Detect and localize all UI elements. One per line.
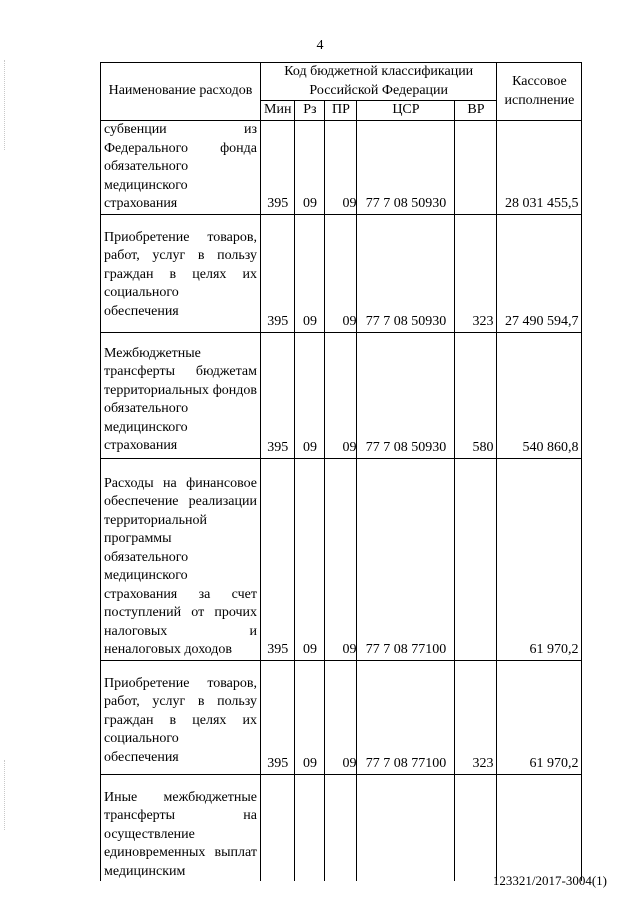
row-min: 395 xyxy=(261,214,295,332)
table-row xyxy=(101,332,582,458)
row-name: Иные межбюджетные трансферты на осуществление единовременных выплат медицинским xyxy=(101,774,261,881)
header-pr: ПР xyxy=(325,101,357,121)
row-pr: 09 xyxy=(325,660,357,774)
row-amount: 28 031 455,5 xyxy=(497,121,582,215)
row-rz: 09 xyxy=(295,660,325,774)
row-pr: 09 xyxy=(325,332,357,458)
table-row xyxy=(101,660,582,774)
header-code-group: Код бюджетной классификации Российской Федерации xyxy=(261,63,497,101)
row-pr: 09 xyxy=(325,458,357,660)
row-rz xyxy=(295,774,325,881)
table-row xyxy=(101,458,582,660)
row-vr xyxy=(455,458,497,660)
row-csr xyxy=(357,774,455,881)
row-csr: 77 7 08 77100 xyxy=(357,660,455,774)
row-rz: 09 xyxy=(295,214,325,332)
header-vr: ВР xyxy=(455,101,497,121)
header-rz: Рз xyxy=(295,101,325,121)
row-amount: 61 970,2 xyxy=(497,458,582,660)
row-min: 395 xyxy=(261,458,295,660)
row-rz: 09 xyxy=(295,458,325,660)
table-row xyxy=(101,774,582,881)
header-min: Мин xyxy=(261,101,295,121)
row-name: Расходы на финансовое обеспечение реализации территориальной программы обязательного медицинского страхования за счет поступлений от прочих налоговых и неналоговых доходов xyxy=(101,458,261,660)
row-csr: 77 7 08 77100 xyxy=(357,458,455,660)
row-pr xyxy=(325,774,357,881)
row-vr xyxy=(455,774,497,881)
document-id: 123321/2017-3004(1) xyxy=(492,873,607,888)
header-execution: Кассовое исполнение xyxy=(497,63,582,121)
row-name: Приобретение товаров, работ, услуг в пользу граждан в целях их социального обеспечения xyxy=(101,214,261,332)
row-pr: 09 xyxy=(325,121,357,215)
row-csr: 77 7 08 50930 xyxy=(357,332,455,458)
row-vr xyxy=(455,121,497,215)
row-amount: 61 970,2 xyxy=(497,660,582,774)
header-csr: ЦСР xyxy=(357,101,455,121)
row-min xyxy=(261,774,295,881)
row-csr: 77 7 08 50930 xyxy=(357,214,455,332)
row-min: 395 xyxy=(261,121,295,215)
row-amount xyxy=(497,774,582,881)
row-csr: 77 7 08 50930 xyxy=(357,121,455,215)
table-row xyxy=(101,214,582,332)
row-rz: 09 xyxy=(295,121,325,215)
row-pr: 09 xyxy=(325,214,357,332)
scan-margin-mark xyxy=(4,760,7,830)
scan-margin-mark xyxy=(4,60,7,150)
row-min: 395 xyxy=(261,332,295,458)
row-amount: 540 860,8 xyxy=(497,332,582,458)
row-rz: 09 xyxy=(295,332,325,458)
header-name: Наименование расходов xyxy=(101,63,261,121)
row-name: Межбюджетные трансферты бюджетам территориальных фондов обязательного медицинского страхования xyxy=(101,332,261,458)
budget-table xyxy=(100,62,582,881)
row-vr: 323 xyxy=(455,214,497,332)
page-number: 4 xyxy=(316,38,324,53)
table-row xyxy=(101,121,582,215)
row-amount: 27 490 594,7 xyxy=(497,214,582,332)
row-name: Приобретение товаров, работ, услуг в пользу граждан в целях их социального обеспечения xyxy=(101,660,261,774)
row-name: субвенции из Федерального фонда обязательного медицинского страхования xyxy=(101,121,261,215)
row-vr: 323 xyxy=(455,660,497,774)
row-vr: 580 xyxy=(455,332,497,458)
row-min: 395 xyxy=(261,660,295,774)
